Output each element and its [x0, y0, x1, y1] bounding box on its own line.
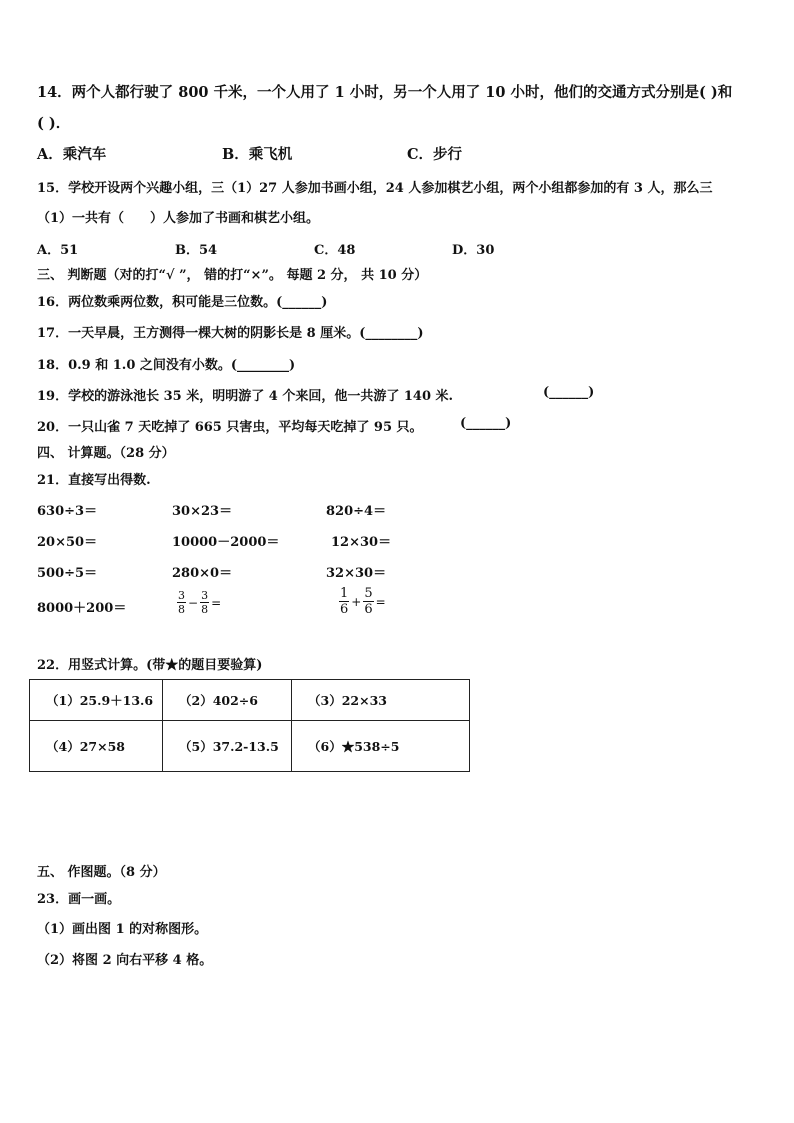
- q15-line-2: （1）一共有（ ）人参加了书画和棋艺小组。: [37, 211, 320, 226]
- fraction-subtraction: [177, 589, 223, 616]
- table-row: [30, 721, 470, 772]
- q14-option-b: B．乘飞机: [222, 146, 293, 163]
- q23-title: 23．画一画。: [37, 892, 121, 907]
- calc-item: 820÷4＝: [326, 504, 387, 519]
- table-cell: （6）★538÷5: [292, 721, 470, 772]
- q15-option-d: D．30: [452, 243, 495, 258]
- numerator: 3: [201, 589, 209, 602]
- q19-answer-blank: (______): [543, 385, 595, 400]
- section-5-heading: 五、 作图题。（8 分）: [37, 865, 166, 880]
- q16: 16．两位数乘两位数，积可能是三位数。(______): [37, 295, 328, 310]
- calc-item: 20×50＝: [37, 535, 98, 550]
- fraction: [363, 586, 373, 617]
- section-4-heading: 四、 计算题。（28 分）: [37, 446, 175, 461]
- numerator: 3: [178, 589, 185, 602]
- denominator: 6: [340, 602, 349, 617]
- q14-option-a: A．乘汽车: [37, 146, 107, 163]
- denominator: 6: [364, 602, 373, 617]
- calc-item: 280×0＝: [172, 566, 233, 581]
- q19: 19．学校的游泳池长 35 米，明明游了 4 个来回，他一共游了 140 米.: [37, 389, 454, 404]
- fraction: [200, 589, 209, 616]
- fraction: [177, 589, 186, 616]
- minus-sign: −: [188, 595, 199, 610]
- numerator: 1: [340, 586, 349, 601]
- fraction-addition: [339, 586, 388, 617]
- q14-line-1: 14．两个人都行驶了 800 千米，一个人用了 1 小时，另一个人用了 10 小时，他们的交通方式分别是( )和: [37, 84, 733, 101]
- q14-line-2: ( )．: [37, 115, 71, 132]
- plus-sign: +: [351, 594, 362, 609]
- q20-answer-blank: (______): [460, 416, 512, 431]
- equals-sign: =: [211, 595, 222, 610]
- denominator: 8: [201, 603, 209, 616]
- table-cell: （4）27×58: [30, 721, 163, 772]
- calc-item: 8000＋200＝: [37, 601, 127, 616]
- table-row: [30, 680, 470, 721]
- q15-option-a: A．51: [37, 243, 79, 258]
- q15-option-b: B．54: [175, 243, 218, 258]
- table-cell: （2）402÷6: [163, 680, 292, 721]
- q22-title: 22．用竖式计算。(带★的题目要验算): [37, 658, 263, 673]
- calc-item: 30×23＝: [172, 504, 233, 519]
- table-cell: （1）25.9＋13.6: [30, 680, 163, 721]
- denominator: 8: [178, 603, 185, 616]
- equals-sign: =: [375, 594, 386, 609]
- fraction: [339, 586, 349, 617]
- calc-item: 630÷3＝: [37, 504, 98, 519]
- q21-title: 21．直接写出得数.: [37, 473, 151, 488]
- table-cell: （5）37.2-13.5: [163, 721, 292, 772]
- numerator: 5: [364, 586, 373, 601]
- q23-item-1: （1）画出图 1 的对称图形。: [37, 922, 208, 937]
- calc-item: 32×30＝: [326, 566, 387, 581]
- q15-option-c: C．48: [314, 243, 356, 258]
- q15-line-1: 15．学校开设两个兴趣小组，三（1）27 人参加书画小组，24 人参加棋艺小组，两个小组都参加的有 3 人，那么三: [37, 181, 713, 196]
- calc-item: 12×30＝: [331, 535, 392, 550]
- calc-item: 500÷5＝: [37, 566, 98, 581]
- q14-option-c: C．步行: [407, 146, 463, 163]
- calc-item: 10000－2000＝: [172, 535, 280, 550]
- q20: 20．一只山雀 7 天吃掉了 665 只害虫，平均每天吃掉了 95 只。: [37, 420, 423, 435]
- q17: 17．一天早晨，王方测得一棵大树的阴影长是 8 厘米。(________): [37, 326, 424, 341]
- vertical-calculation-table: [29, 679, 470, 772]
- section-3-heading: 三、 判断题（对的打“√ ”， 错的打“×”。 每题 2 分， 共 10 分）: [37, 268, 428, 283]
- table-cell: （3）22×33: [292, 680, 470, 721]
- q18: 18．0.9 和 1.0 之间没有小数。(________): [37, 358, 296, 373]
- q23-item-2: （2）将图 2 向右平移 4 格。: [37, 953, 213, 968]
